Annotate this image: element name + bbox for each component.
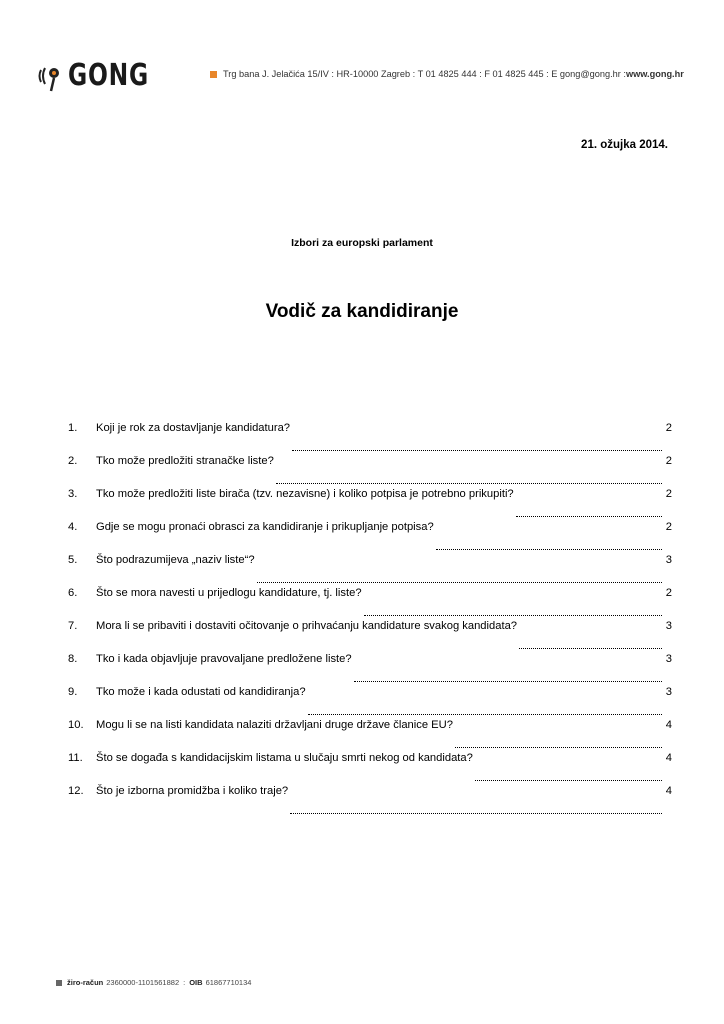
toc-page-number: 2: [665, 488, 672, 500]
toc-item[interactable]: [68, 455, 672, 488]
gong-logo: [38, 58, 172, 94]
toc-page-number: 3: [665, 620, 672, 632]
toc-item[interactable]: [68, 686, 672, 719]
toc-leader-dots: [308, 713, 662, 715]
contact-text: Trg bana J. Jelačića 15/IV : HR-10000 Zagreb : T 01 4825 444 : F 01 4825 445 : E gong@gong.hr :: [223, 69, 626, 79]
toc-entry-text: Što se događa s kandidacijskim listama u slučaju smrti nekog od kandidata?: [96, 752, 473, 764]
giro-label: žiro-račun: [67, 978, 104, 987]
toc-leader-dots: [276, 482, 662, 484]
logo-text: GONG: [68, 58, 150, 93]
toc-number: 12.: [68, 785, 84, 797]
toc-number: 11.: [68, 752, 83, 764]
toc-leader-dots: [292, 449, 662, 451]
toc-item[interactable]: [68, 488, 672, 521]
toc-item[interactable]: [68, 752, 672, 785]
footer-separator: :: [183, 978, 186, 987]
toc-number: 3.: [68, 488, 78, 500]
toc-leader-dots: [354, 680, 662, 682]
toc-entry-text: Tko može predložiti liste birača (tzv. nezavisne) i koliko potpisa je potrebno prikupiti?: [96, 488, 514, 500]
toc-page-number: 4: [665, 719, 672, 731]
toc-entry-text: Koji je rok za dostavljanje kandidatura?: [96, 422, 291, 434]
toc-entry-text: Što je izborna promidžba i koliko traje?: [96, 785, 289, 797]
toc-leader-dots: [455, 746, 662, 748]
orange-square-icon: [210, 71, 217, 78]
toc-item[interactable]: [68, 587, 672, 620]
toc-leader-dots: [475, 779, 662, 781]
document-date: 21. ožujka 2014.: [581, 139, 668, 151]
document-title: Vodič za kandidiranje: [265, 301, 459, 322]
toc-page-number: 3: [665, 554, 672, 566]
toc-number: 7.: [68, 620, 78, 632]
toc-page-number: 3: [665, 686, 672, 698]
oib-value: 61867710134: [205, 978, 252, 987]
oib-label: OIB: [189, 978, 203, 987]
toc-item[interactable]: [68, 653, 672, 686]
toc-leader-dots: [516, 515, 662, 517]
toc-entry-text: Tko može predložiti stranačke liste?: [96, 455, 274, 467]
toc-number: 6.: [68, 587, 78, 599]
toc-number: 10.: [68, 719, 84, 731]
giro-value: 2360000-1101561882: [106, 978, 180, 987]
contact-info: [210, 69, 684, 79]
toc-page-number: 3: [665, 653, 672, 665]
toc-leader-dots: [257, 581, 662, 583]
website-link[interactable]: www.gong.hr: [625, 69, 684, 79]
toc-item[interactable]: [68, 521, 672, 554]
toc-number: 5.: [68, 554, 78, 566]
toc-number: 4.: [68, 521, 78, 533]
toc-page-number: 2: [665, 521, 672, 533]
toc-entry-text: Gdje se mogu pronaći obrasci za kandidiranje i prikupljanje potpisa?: [96, 521, 434, 533]
toc-item[interactable]: [68, 719, 672, 752]
toc-entry-text: Tko i kada objavljuje pravovaljane predložene liste?: [96, 653, 352, 665]
toc-entry-text: Što se mora navesti u prijedlogu kandidature, tj. liste?: [96, 587, 362, 599]
table-of-contents: [68, 422, 672, 818]
toc-leader-dots: [290, 812, 662, 814]
toc-entry-text: Tko može i kada odustati od kandidiranja?: [96, 686, 306, 698]
toc-number: 1.: [68, 422, 78, 434]
toc-item[interactable]: [68, 554, 672, 587]
toc-entry-text: Mora li se pribaviti i dostaviti očitovanje o prihvaćanju kandidature svakog kandidata?: [96, 620, 518, 632]
toc-page-number: 2: [665, 587, 672, 599]
toc-item[interactable]: [68, 422, 672, 455]
toc-number: 2.: [68, 455, 78, 467]
footer: [56, 978, 251, 987]
toc-page-number: 4: [665, 785, 672, 797]
toc-item[interactable]: [68, 785, 672, 818]
toc-entry-text: Mogu li se na listi kandidata nalaziti državljani druge države članice EU?: [96, 719, 453, 731]
toc-item[interactable]: [68, 620, 672, 653]
toc-page-number: 2: [665, 422, 672, 434]
gong-logo-icon: [38, 58, 64, 94]
toc-page-number: 4: [665, 752, 672, 764]
toc-page-number: 2: [665, 455, 672, 467]
toc-leader-dots: [436, 548, 662, 550]
footer-square-icon: [56, 980, 62, 986]
toc-leader-dots: [519, 647, 662, 649]
toc-entry-text: Što podrazumijeva „naziv liste“?: [96, 554, 255, 566]
toc-number: 9.: [68, 686, 78, 698]
toc-number: 8.: [68, 653, 78, 665]
toc-leader-dots: [364, 614, 662, 616]
document-subtitle: Izbori za europski parlament: [291, 237, 433, 249]
